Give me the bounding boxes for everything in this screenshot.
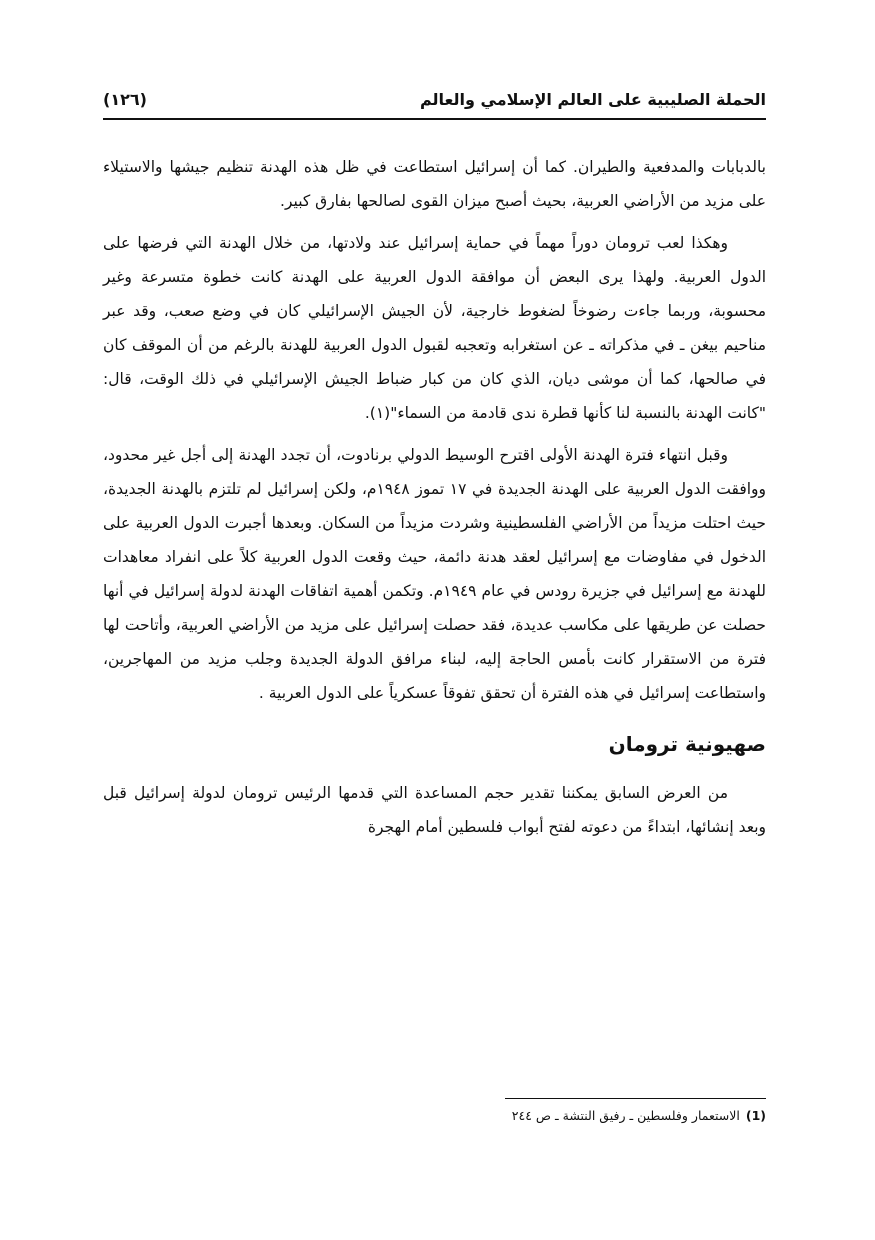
page-number: (١٢٦) [103,90,147,109]
footnote-text: الاستعمار وفلسطين ـ رفيق النتشة ـ ص ٢٤٤ [511,1108,740,1123]
main-text [103,150,766,844]
section-heading: صهيونية ترومان [608,732,766,756]
footnote [512,1108,766,1123]
paragraph-truman-role: وهكذا لعب ترومان دوراً مهماً في حماية إسرائيل عند ولادتها، من خلال الهدنة التي فرضها على الدول العربية. ولهذا يرى البعض أن موافقة الدول العربية على الهدنة كانت خطوة متسرعة وغير محسوبة، وربما جاءت رضوخاً لضغوط خارجية، لأن الجيش الإسرائيلي كان في وضع صعب، وقد عبر مناحيم بيغن ـ في مذكراته ـ عن استغرابه وتعجبه لقبول الدول العربية للهدنة بالرغم من أن الموقف كان في صالحها، كما أن موشى ديان، الذي كان من كبار ضباط الجيش الإسرائيلي في ذلك الوقت، قال: "كانت الهدنة بالنسبة لنا كأنها قطرة ندى قادمة من السماء"(١). [103,234,766,422]
footnote-divider [505,1098,766,1099]
footnote-mark: (1) [745,1108,766,1123]
book-title: الحملة الصليبية على العالم الإسلامي والعالم [419,90,766,109]
paragraph-continuation: بالدبابات والمدفعية والطيران. كما أن إسرائيل استطاعت في ظل هذه الهدنة تنظيم جيشها والاستيلاء على مزيد من الأراضي العربية، بحيث أصبح ميزان القوى لصالحها بفارق كبير. [103,158,766,210]
running-header [103,86,766,116]
paragraph-truce-renewal: وقبل انتهاء فترة الهدنة الأولى اقترح الوسيط الدولي برنادوت، أن تجدد الهدنة إلى أجل غير محدود، ووافقت الدول العربية على الهدنة الجديدة في ١٧ تموز ١٩٤٨م، ولكن إسرائيل لم تلتزم بالهدنة الجديدة، حيث احتلت مزيداً من الأراضي الفلسطينية وشردت مزيداً من السكان. وبعدها أجبرت الدول العربية على الدخول في مفاوضات مع إسرائيل لعقد هدنة دائمة، حيث وقعت الدول العربية كلاً على انفراد معاهدات للهدنة مع إسرائيل في جزيرة رودس في عام ١٩٤٩م. وتكمن أهمية اتفاقات الهدنة لدولة إسرائيل في أنها حصلت عن طريقها على مكاسب عديدة، فقد حصلت إسرائيل على مزيد من الأراضي العربية، وأتاحت لها فترة من الاستقرار كانت بأمس الحاجة إليه، لبناء مرافق الدولة الجديدة وجلب مزيد من المهاجرين، واستطاعت إسرائيل في هذه الفترة أن تحقق تفوقاً عسكرياً على الدول العربية . [103,446,767,702]
header-divider [103,118,766,120]
paragraph-truman-zionism: من العرض السابق يمكننا تقدير حجم المساعدة التي قدمها الرئيس ترومان لدولة إسرائيل قبل وبعد إنشائها، ابتداءً من دعوته لفتح أبواب فلسطين أمام الهجرة [103,784,766,836]
